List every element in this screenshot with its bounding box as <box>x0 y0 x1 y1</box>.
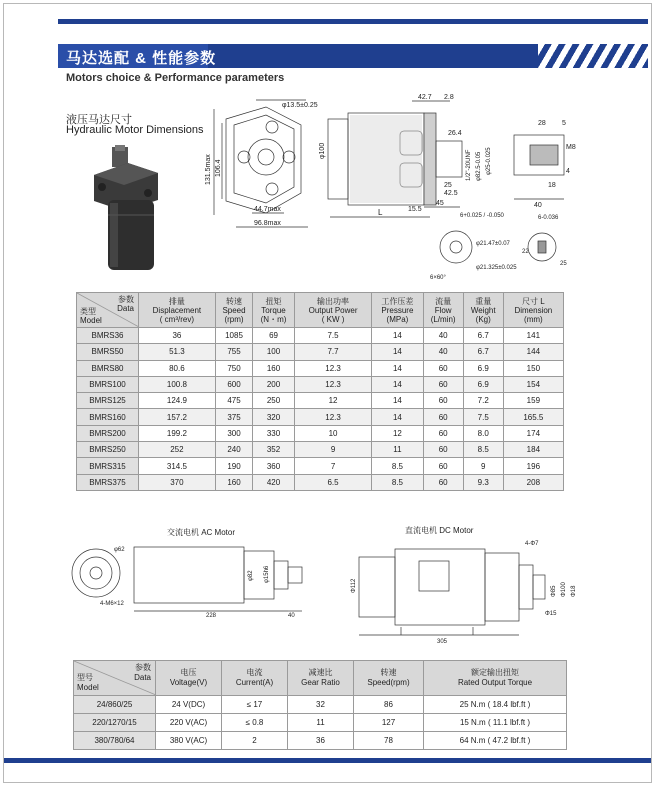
value-cell: 8.5 <box>372 458 423 474</box>
value-cell: 184 <box>503 442 563 458</box>
table-row <box>74 714 567 732</box>
bottom-rule <box>4 758 651 763</box>
dim-ring2: φ21.325±0.025 <box>476 265 517 271</box>
value-cell: 420 <box>253 474 295 490</box>
value-cell: 40 <box>423 328 463 344</box>
hydraulic-label-cn: 液压马达尺寸 <box>66 114 132 126</box>
model-cell: BMRS160 <box>77 409 139 425</box>
value-cell: 10 <box>294 425 371 441</box>
value-cell: 6.7 <box>463 344 503 360</box>
dim-42-7: 42.7 <box>418 94 432 101</box>
dim-4: 4 <box>566 168 570 175</box>
value-cell: ≤ 0.8 <box>222 714 288 732</box>
value-cell: 7.5 <box>463 409 503 425</box>
value-cell: 36 <box>139 328 216 344</box>
value-cell: 7 <box>294 458 371 474</box>
value-cell: 160 <box>253 360 295 376</box>
value-cell: 12.3 <box>294 376 371 392</box>
dim-18: 18 <box>548 182 556 189</box>
dc-dim-d112: Φ112 <box>351 578 357 593</box>
value-cell: 165.5 <box>503 409 563 425</box>
value-cell: 159 <box>503 393 563 409</box>
dc-dim-d85: Φ85 <box>551 585 557 597</box>
table-row <box>77 360 564 376</box>
dim-28: 28 <box>538 120 546 127</box>
hydraulic-motor-photo <box>88 145 180 275</box>
table-row <box>74 696 567 714</box>
value-cell: 8.5 <box>463 442 503 458</box>
ac-dim-40: 40 <box>288 613 295 619</box>
header-displacement: 排量 Displacement ( cm³/rev) <box>139 293 216 328</box>
value-cell: 6.7 <box>463 328 503 344</box>
value-cell: 196 <box>503 458 563 474</box>
value-cell: 12 <box>294 393 371 409</box>
model-cell: BMRS375 <box>77 474 139 490</box>
header-output-power: 输出功率 Output Power ( KW ) <box>294 293 371 328</box>
value-cell: 199.2 <box>139 425 216 441</box>
value-cell: 14 <box>372 328 423 344</box>
dim-42-5: 42.5 <box>444 190 458 197</box>
dc-dim-d18: Φ18 <box>571 585 577 597</box>
value-cell: 12 <box>372 425 423 441</box>
corner-header: 参数 Data 类型 Model <box>77 293 139 328</box>
top-rule <box>58 19 648 24</box>
value-cell: 25 N.m ( 18.4 lbf.ft ) <box>424 696 567 714</box>
section-title-en: Motors choice & Performance parameters <box>66 72 285 84</box>
value-cell: 100.8 <box>139 376 216 392</box>
model-cell: 380/780/64 <box>74 732 156 750</box>
value-cell: 64 N.m ( 47.2 lbf.ft ) <box>424 732 567 750</box>
dc-motor-drawing <box>345 535 585 645</box>
table-row <box>77 344 564 360</box>
table-row <box>77 328 564 344</box>
model-cell: BMRS80 <box>77 360 139 376</box>
stripe-decoration <box>538 44 648 68</box>
value-cell: 40 <box>423 344 463 360</box>
dim-25: 25 <box>444 182 452 189</box>
dim-r22: 22 <box>522 249 529 255</box>
dim-5: 5 <box>562 120 566 127</box>
value-cell: 32 <box>288 696 354 714</box>
value-cell: 755 <box>215 344 252 360</box>
dc-dim-hole: 4-Φ7 <box>525 541 539 547</box>
dim-d100: φ100 <box>319 142 326 159</box>
value-cell: 7.7 <box>294 344 371 360</box>
dim-height: 106.4 <box>215 159 222 177</box>
value-cell: 380 V(AC) <box>156 732 222 750</box>
value-cell: 6.9 <box>463 360 503 376</box>
value-cell: 51.3 <box>139 344 216 360</box>
dim-26-4: 26.4 <box>448 130 462 137</box>
value-cell: 9.3 <box>463 474 503 490</box>
header-pressure: 工作压差 Pressure (MPa) <box>372 293 423 328</box>
value-cell: 6.9 <box>463 376 503 392</box>
value-cell: 15 N.m ( 11.1 lbf.ft ) <box>424 714 567 732</box>
value-cell: 150 <box>503 360 563 376</box>
dim-bolt-hole: φ13.5±0.25 <box>282 102 318 109</box>
value-cell: 12.3 <box>294 409 371 425</box>
dim-m8: M8 <box>566 144 576 151</box>
value-cell: 252 <box>139 442 216 458</box>
motor-electrical-table <box>73 660 567 750</box>
value-cell: 7.5 <box>294 328 371 344</box>
dim-45: 45 <box>436 200 444 207</box>
dim-40: 40 <box>534 202 542 209</box>
header-weight: 重量 Weight (Kg) <box>463 293 503 328</box>
value-cell: 144 <box>503 344 563 360</box>
table-row <box>74 732 567 750</box>
table-row <box>77 376 564 392</box>
value-cell: 14 <box>372 376 423 392</box>
dim-width-inner: 44.7max <box>254 206 281 213</box>
dim-r25: 25 <box>560 261 567 267</box>
value-cell: 8.5 <box>372 474 423 490</box>
value-cell: 127 <box>354 714 424 732</box>
value-cell: 250 <box>253 393 295 409</box>
model-cell: BMRS315 <box>77 458 139 474</box>
value-cell: 320 <box>253 409 295 425</box>
ac-dim-d15: φ15h6 <box>264 565 270 583</box>
model-cell: BMRS50 <box>77 344 139 360</box>
value-cell: 750 <box>215 360 252 376</box>
value-cell: 11 <box>372 442 423 458</box>
shaft-detail-drawing <box>500 115 580 215</box>
spline-detail-drawing <box>420 205 580 285</box>
model-cell: 220/1270/15 <box>74 714 156 732</box>
value-cell: 60 <box>423 360 463 376</box>
value-cell: 12.3 <box>294 360 371 376</box>
value-cell: 80.6 <box>139 360 216 376</box>
hydraulic-label-en: Hydraulic Motor Dimensions <box>66 124 204 136</box>
value-cell: 11 <box>288 714 354 732</box>
value-cell: 60 <box>423 409 463 425</box>
value-cell: 9 <box>463 458 503 474</box>
value-cell: 9 <box>294 442 371 458</box>
header-speed: 转速 Speed(rpm) <box>354 661 424 696</box>
value-cell: 14 <box>372 409 423 425</box>
value-cell: 60 <box>423 442 463 458</box>
ac-dim-d62: φ62 <box>114 547 125 553</box>
model-cell: 24/860/25 <box>74 696 156 714</box>
value-cell: 100 <box>253 344 295 360</box>
dim-width-max: 96.8max <box>254 220 281 227</box>
model-cell: BMRS100 <box>77 376 139 392</box>
table-row <box>77 458 564 474</box>
dim-tol-6b: 6-0.036 <box>538 215 559 221</box>
value-cell: 330 <box>253 425 295 441</box>
value-cell: 600 <box>215 376 252 392</box>
header-dimension: 尺寸 L Dimension (mm) <box>503 293 563 328</box>
dim-l: L <box>378 208 383 217</box>
dim-tol-6: 6+0.025 / -0.050 <box>460 213 504 219</box>
value-cell: 360 <box>253 458 295 474</box>
hydraulic-performance-table <box>76 292 564 491</box>
value-cell: 6.5 <box>294 474 371 490</box>
table-row <box>77 425 564 441</box>
value-cell: 300 <box>215 425 252 441</box>
value-cell: 154 <box>503 376 563 392</box>
value-cell: 370 <box>139 474 216 490</box>
value-cell: 7.2 <box>463 393 503 409</box>
section-title-cn: 马达选配 & 性能参数 <box>66 50 217 67</box>
table-row <box>77 409 564 425</box>
model-cell: BMRS200 <box>77 425 139 441</box>
model-cell: BMRS125 <box>77 393 139 409</box>
table-row <box>77 442 564 458</box>
dim-2-8: 2.8 <box>444 94 454 101</box>
ac-dim-hole: 4-M6×12 <box>100 601 124 607</box>
value-cell: 14 <box>372 344 423 360</box>
value-cell: 14 <box>372 360 423 376</box>
dim-ring1: φ21.47±0.07 <box>476 241 510 247</box>
dc-motor-caption: 直流电机 DC Motor <box>405 526 474 535</box>
dc-dim-d15: Φ15 <box>545 611 557 617</box>
table-header-row <box>77 293 564 328</box>
dim-d25: φ25-0.025 <box>486 147 492 175</box>
value-cell: 69 <box>253 328 295 344</box>
ac-motor-drawing <box>62 535 322 620</box>
dim-thread: 1/2"-20UNF <box>466 149 472 181</box>
header-current: 电流 Current(A) <box>222 661 288 696</box>
value-cell: 78 <box>354 732 424 750</box>
value-cell: 174 <box>503 425 563 441</box>
model-cell: BMRS250 <box>77 442 139 458</box>
value-cell: 208 <box>503 474 563 490</box>
value-cell: 14 <box>372 393 423 409</box>
value-cell: ≤ 17 <box>222 696 288 714</box>
header-gear-ratio: 减速比 Gear Ratio <box>288 661 354 696</box>
header-torque: 扭矩 Torque (N・m) <box>253 293 295 328</box>
value-cell: 1085 <box>215 328 252 344</box>
value-cell: 160 <box>215 474 252 490</box>
value-cell: 60 <box>423 458 463 474</box>
value-cell: 475 <box>215 393 252 409</box>
ac-motor-caption: 交流电机 AC Motor <box>167 528 236 537</box>
dim-15-5: 15.5 <box>408 206 422 213</box>
header-rated-torque: 额定输出扭矩 Rated Output Torque <box>424 661 567 696</box>
table-header-row <box>74 661 567 696</box>
value-cell: 240 <box>215 442 252 458</box>
value-cell: 200 <box>253 376 295 392</box>
value-cell: 60 <box>423 425 463 441</box>
value-cell: 220 V(AC) <box>156 714 222 732</box>
model-cell: BMRS36 <box>77 328 139 344</box>
value-cell: 8.0 <box>463 425 503 441</box>
value-cell: 2 <box>222 732 288 750</box>
value-cell: 36 <box>288 732 354 750</box>
dim-angle: 6×60° <box>430 275 446 281</box>
dim-d82: φ82.5-0.05 <box>476 151 482 181</box>
table-row <box>77 393 564 409</box>
table-row <box>77 474 564 490</box>
value-cell: 190 <box>215 458 252 474</box>
dc-dim-d100: Φ100 <box>561 582 567 597</box>
value-cell: 24 V(DC) <box>156 696 222 714</box>
value-cell: 141 <box>503 328 563 344</box>
header-flow: 流量 Flow (L/min) <box>423 293 463 328</box>
dim-height-max: 131.5max <box>205 154 212 185</box>
value-cell: 86 <box>354 696 424 714</box>
value-cell: 60 <box>423 474 463 490</box>
value-cell: 124.9 <box>139 393 216 409</box>
value-cell: 157.2 <box>139 409 216 425</box>
hydraulic-front-view-drawing <box>196 95 326 235</box>
value-cell: 375 <box>215 409 252 425</box>
value-cell: 60 <box>423 393 463 409</box>
ac-dim-228: 228 <box>206 613 217 619</box>
corner-header: 参数 Data 型号 Model <box>74 661 156 696</box>
ac-dim-d82: φ82 <box>248 570 254 581</box>
header-speed: 转速 Speed (rpm) <box>215 293 252 328</box>
value-cell: 60 <box>423 376 463 392</box>
value-cell: 314.5 <box>139 458 216 474</box>
header-voltage: 电压 Voltage(V) <box>156 661 222 696</box>
dc-dim-305: 305 <box>437 639 448 645</box>
value-cell: 352 <box>253 442 295 458</box>
